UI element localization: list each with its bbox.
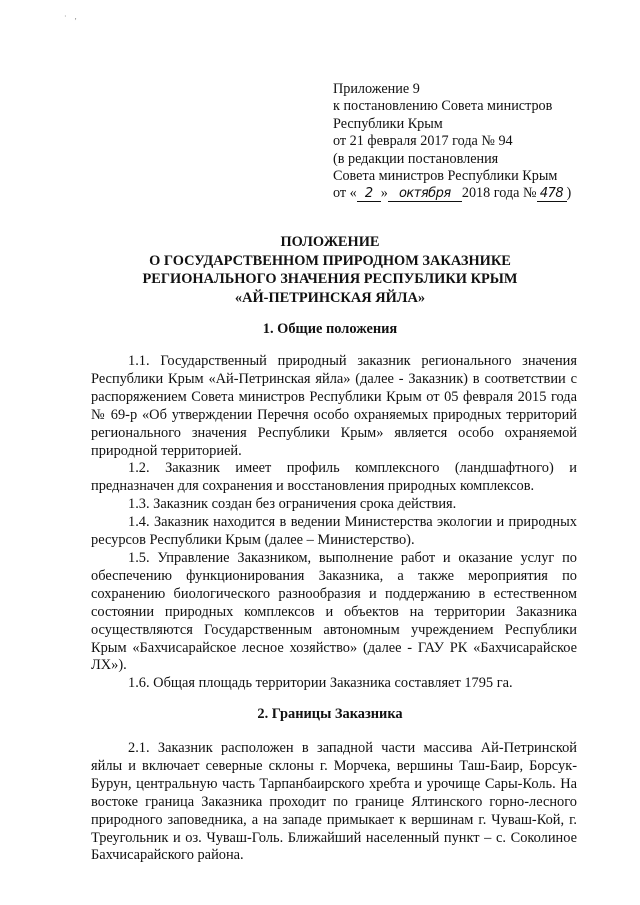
section-1-heading: 1. Общие положения — [262, 321, 398, 337]
handwritten-day: 2 — [357, 187, 381, 202]
annex-line-3: Республики Крым — [333, 115, 443, 132]
paragraph-1-4: 1.4. Заказник находится в ведении Министерства экологии и природных ресурсов Республики Крым (далее – Министерство). — [91, 514, 577, 549]
annex-line-5: (в редакции постановления — [333, 150, 499, 167]
paragraph-1-5: 1.5. Управление Заказником, выполнение работ и оказание услуг по обеспечению функционирования Заказника, а также мероприятия по сохранению биологического разнообразия и поддержанию в естественном состоянии природных комплексов и объектов на территории Заказника осуществляются Государственным автономным учреждением Республики Крым «Бахчисарайское лесное хозяйство» (далее - ГАУ РК «Бахчисарайское ЛХ»). — [91, 549, 577, 674]
annex-line-1: Приложение 9 — [333, 81, 420, 97]
annex-date-mid: » — [380, 185, 388, 202]
annex-header — [333, 81, 571, 203]
paragraph-1-1: 1.1. Государственный природный заказник регионального значения Республики Крым «Ай-Петринская яйла» (далее - Заказник) в соответствии с распоряжением Совета министров Республики Крым от 05 февраля 2015 года № 69-р «Об утверждении Перечня особо охраняемых природных территорий регионального значения Республики Крым» является особо охраняемой природной территорией. — [91, 353, 577, 459]
paragraph-1-6: 1.6. Общая площадь территории Заказника составляет 1795 га. — [128, 675, 513, 692]
annex-line-7 — [333, 185, 571, 202]
title-line-3: РЕГИОНАЛЬНОГО ЗНАЧЕНИЯ РЕСПУБЛИКИ КРЫМ — [142, 271, 518, 288]
paragraph-1-3: 1.3. Заказник создан без ограничения срока действия. — [128, 496, 457, 513]
handwritten-number: 478 — [537, 187, 567, 202]
paragraph-2-1: 2.1. Заказник расположен в западной части массива Ай-Петринской яйлы и включает северные склоны г. Морчека, вершины Таш-Баир, Борсук-Бурун, центральную часть Тарпанбаирского хребта и урочище Сары-Коль. На востоке граница Заказника проходит по границе Ялтинского горно-лесного природного заповедника, а на западе примыкает к вершинам г. Чуваш-Кой, г. Треугольник и оз. Чуваш-Голь. Ближайший населенный пункт – с. Соколиное Бахчисарайского района. — [91, 740, 577, 864]
handwritten-month: октября — [388, 187, 462, 202]
annex-line-2: к постановлению Совета министров — [333, 98, 553, 115]
paragraph-1-2: 1.2. Заказник имеет профиль комплексного (ландшафтного) и предназначен для сохранения и восстановления природных комплексов. — [91, 460, 577, 495]
section-2-heading: 2. Границы Заказника — [257, 706, 403, 722]
annex-date-suffix: ) — [566, 185, 572, 202]
title-line-2: О ГОСУДАРСТВЕННОМ ПРИРОДНОМ ЗАКАЗНИКЕ — [149, 252, 511, 269]
scan-mark: · , — [64, 12, 80, 21]
section-1-body — [91, 353, 577, 693]
title-line-1: ПОЛОЖЕНИЕ — [280, 234, 380, 250]
section-2-body — [91, 740, 577, 865]
annex-date-prefix: от « — [333, 185, 357, 202]
title-line-4: «АЙ-ПЕТРИНСКАЯ ЯЙЛА» — [234, 289, 426, 306]
annex-date-year: 2018 года № — [461, 185, 537, 202]
annex-line-6: Совета министров Республики Крым — [333, 168, 558, 185]
document-title — [60, 233, 600, 307]
annex-line-4: от 21 февраля 2017 года № 94 — [333, 133, 513, 150]
